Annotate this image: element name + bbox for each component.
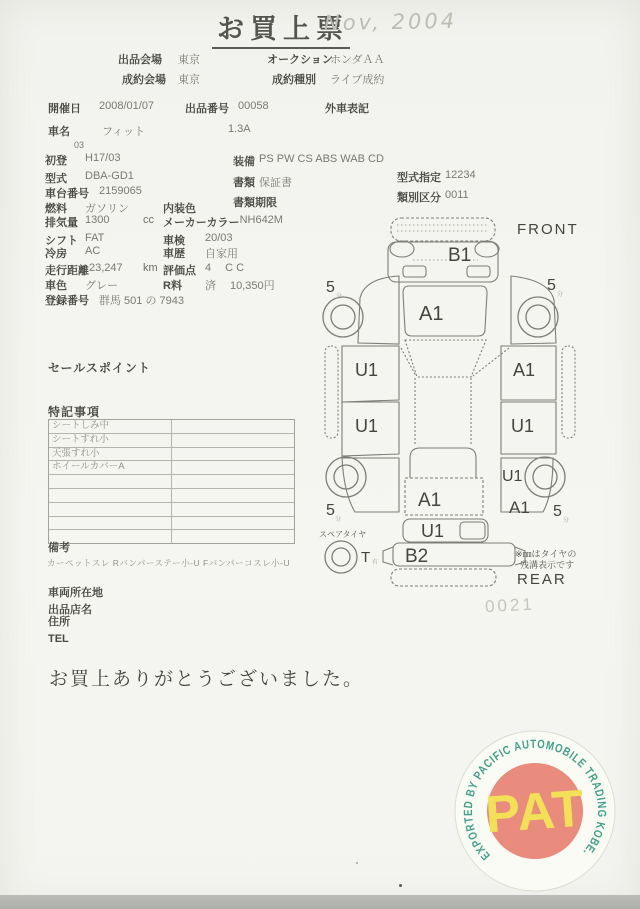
tire-rr-tread: 5 xyxy=(553,503,562,520)
stamp-pat-letters: PAT xyxy=(483,779,587,845)
tire-fr-tread: 5 xyxy=(547,277,556,294)
spec-row-fuel: 燃料 ガソリン xyxy=(45,203,129,215)
spec-row-evaluation-score: 評価点 4 C C xyxy=(163,262,245,277)
vehicle-location-label: 車両所在地 xyxy=(48,587,103,599)
right-rear-door-code: U1 xyxy=(511,416,535,436)
left-sill-shape xyxy=(325,346,338,438)
spec-row-documents-deadline: 書類期限 xyxy=(233,197,277,209)
scan-edge-bar xyxy=(0,895,640,909)
left-front-door-code: U1 xyxy=(355,360,379,380)
right-front-door-code: A1 xyxy=(513,360,536,380)
spare-tire-shape xyxy=(325,541,357,573)
spec-row-documents: 書類 保証書 xyxy=(233,177,292,189)
spec-row-registration-number: 登録番号 群馬 501 の 7943 xyxy=(45,295,184,307)
rear-panel-code: A1 xyxy=(418,490,442,511)
thanks-message: お買上ありがとうございました。 xyxy=(49,669,365,690)
page-title: お買上票 xyxy=(212,7,350,49)
car-name-value: フィット xyxy=(102,126,146,138)
spec-row-first-registration: 初登 H17/03 xyxy=(45,152,121,167)
spec-row-shift: シフト FAT xyxy=(45,232,105,247)
contract-type-value: ライブ成約 xyxy=(330,74,385,86)
venue-value: 東京 xyxy=(178,54,200,66)
spare-tire-label: スペアタイヤ xyxy=(319,530,367,539)
spec-row-equipment: 装備 PS PW CS ABS WAB CD xyxy=(233,153,384,168)
rear-bumper-code: B2 xyxy=(405,546,429,567)
spec-row-recycle-fee: R料 済 10,350円 xyxy=(163,280,275,292)
table-row xyxy=(49,516,294,530)
stamp-ring-text: EXPORTED BY PACIFIC AUTOMOBILE TRADING KOBE. xyxy=(460,736,610,863)
remarks-heading: 備考 xyxy=(48,542,70,554)
auction-label: オークション xyxy=(267,54,333,66)
grade-value: 1.3A xyxy=(228,123,251,135)
remarks-text: カーペットスレ Rバンパーステー小-U Fバンパーコスレ小-U xyxy=(47,558,291,568)
scan-speck xyxy=(399,884,402,887)
rear-hatch-shape xyxy=(410,448,476,478)
left-fender-shape xyxy=(358,276,399,344)
windshield-shape xyxy=(405,340,486,377)
spec-row-maker-color: メーカーカラー NH642M xyxy=(163,214,283,229)
event-date-label: 開催日 xyxy=(48,103,81,115)
spec-row-aircon: 冷房 AC xyxy=(45,245,101,260)
tire-rl-tread-mark: 分 xyxy=(335,517,342,523)
front-left-wheel xyxy=(323,297,363,337)
car-name-label: 車名 xyxy=(48,126,70,138)
spec-row-type-designation: 型式指定 12234 xyxy=(397,169,476,184)
contract-venue-label: 成約会場 xyxy=(122,74,166,86)
contract-type-label: 成約種別 xyxy=(272,74,316,86)
spec-row-chassis-number: 車台番号 2159065 xyxy=(45,185,142,200)
lot-number-label: 出品番号 xyxy=(185,103,229,115)
spec-row-interior-color: 内装色 xyxy=(163,203,196,215)
table-row: シートしみ中 xyxy=(49,420,294,433)
handwritten-date: Nov, 2004 xyxy=(323,8,458,36)
event-date-value: 2008/01/07 xyxy=(99,100,155,112)
table-row xyxy=(49,502,294,516)
tire-rr-tread-mark: 分 xyxy=(563,518,570,524)
tire-fr-tread-mark: 分 xyxy=(557,292,564,298)
special-notes-heading: 特記事項 xyxy=(48,405,101,419)
table-row: ホイールカバーA xyxy=(49,460,294,474)
table-row xyxy=(49,474,294,488)
scan-speck xyxy=(356,862,358,864)
front-panel-shape xyxy=(388,242,498,282)
right-quarter-code: U1 xyxy=(502,468,523,485)
hood-shape xyxy=(403,286,487,336)
spec-row-history: 車歴 自家用 xyxy=(163,248,238,260)
lot-number-value: 00058 xyxy=(238,100,269,112)
spec-row-class-division: 類別区分 0011 xyxy=(397,189,469,204)
address-label: 住所 xyxy=(48,616,70,628)
left-headlight-shape xyxy=(390,241,414,257)
table-row: 天張すれ小 xyxy=(49,447,294,461)
spec-row-displacement: 排気量 1300 cc xyxy=(45,214,154,229)
special-notes-table xyxy=(48,419,295,544)
hood-code: A1 xyxy=(419,303,444,325)
note-03: 03 xyxy=(74,140,85,150)
front-bumper-code: B1 xyxy=(448,245,472,266)
handwritten-code: 0021 xyxy=(484,594,536,617)
spec-row-model-code: 型式 DBA-GD1 xyxy=(45,170,134,185)
tire-note-line2: 残溝表示です xyxy=(520,560,575,570)
rear-light-shape xyxy=(460,522,485,539)
rear-gate-code: U1 xyxy=(421,521,445,541)
spec-row-inspection: 車検 20/03 xyxy=(163,232,233,247)
seller-name-label: 出品店名 xyxy=(48,604,92,616)
rear-right-wheel xyxy=(525,457,565,497)
right-sill-shape xyxy=(562,346,575,438)
tire-rl-tread: 5 xyxy=(326,502,335,519)
front-right-wheel xyxy=(518,297,558,337)
tire-fl-tread: 5 xyxy=(326,279,335,296)
right-foglamp-shape xyxy=(467,266,490,277)
venue-label: 出品会場 xyxy=(118,54,162,66)
left-foglamp-shape xyxy=(403,266,426,277)
spare-tire-mark: T xyxy=(361,549,371,566)
spec-row-mileage: 走行距離 23,247 km xyxy=(45,262,158,277)
spec-row-color: 車色 グレー xyxy=(45,280,118,292)
table-row: シートすれ小 xyxy=(49,433,294,447)
rear-lower-strip-shape xyxy=(391,569,496,586)
car-damage-diagram xyxy=(313,210,605,620)
front-label: FRONT xyxy=(517,221,579,238)
front-bumper-shape xyxy=(391,218,495,241)
rear-panel-shape xyxy=(405,478,483,515)
pat-exporter-stamp xyxy=(451,727,619,895)
spare-tire-mark-note: 有 xyxy=(372,560,379,566)
contract-venue-value: 東京 xyxy=(178,74,200,86)
table-row xyxy=(49,529,294,543)
right-headlight-shape xyxy=(475,241,499,257)
table-row xyxy=(49,488,294,502)
foreign-car-label: 外車表記 xyxy=(325,103,369,115)
rear-left-wheel xyxy=(326,457,366,497)
auction-value: ホンダＡＡ xyxy=(330,54,385,66)
tire-fl-tread-mark: 分 xyxy=(336,294,343,300)
rear-label: REAR xyxy=(517,571,567,588)
tire-note-line1: ※㎜はタイヤの xyxy=(515,549,577,559)
right-rear-fender-code: A1 xyxy=(509,498,530,517)
sales-point-heading: セールスポイント xyxy=(48,361,151,375)
tel-label: TEL xyxy=(48,633,69,645)
left-rear-door-code: U1 xyxy=(355,416,379,436)
